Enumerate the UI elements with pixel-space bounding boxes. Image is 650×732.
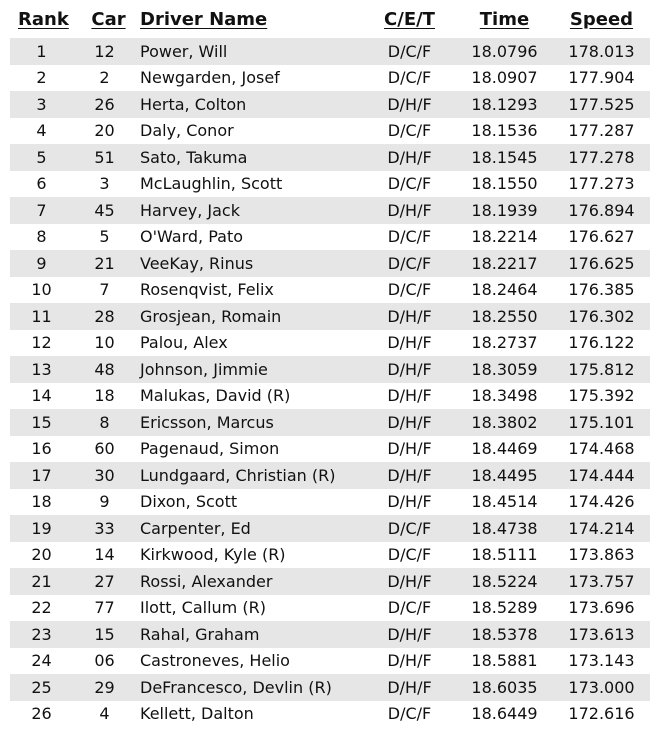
speed-cell: 177.525	[553, 91, 650, 118]
table-body	[10, 38, 650, 727]
speed-cell: 173.613	[553, 621, 650, 648]
car-number-cell: 51	[73, 144, 136, 171]
car-number-cell: 33	[73, 515, 136, 542]
time-cell: 18.1293	[456, 91, 553, 118]
cet-cell: D/H/F	[363, 330, 456, 357]
speed-cell: 176.627	[553, 224, 650, 251]
time-cell: 18.3059	[456, 356, 553, 383]
speed-cell: 177.287	[553, 118, 650, 145]
car-number-cell: 14	[73, 542, 136, 569]
cet-cell: D/C/F	[363, 38, 456, 65]
table-row	[10, 277, 650, 304]
header-row	[10, 0, 650, 38]
speed-cell: 176.625	[553, 250, 650, 277]
cet-cell: D/C/F	[363, 224, 456, 251]
driver-name-cell: VeeKay, Rinus	[136, 250, 363, 277]
driver-name-cell: Grosjean, Romain	[136, 303, 363, 330]
driver-name-cell: O'Ward, Pato	[136, 224, 363, 251]
driver-name-cell: Kellett, Dalton	[136, 701, 363, 728]
rank-cell: 9	[10, 250, 73, 277]
table-row	[10, 515, 650, 542]
table-row	[10, 409, 650, 436]
speed-cell: 175.812	[553, 356, 650, 383]
rank-cell: 8	[10, 224, 73, 251]
car-number-cell: 45	[73, 197, 136, 224]
header-car: Car	[91, 8, 126, 30]
speed-cell: 174.214	[553, 515, 650, 542]
car-number-cell: 2	[73, 65, 136, 92]
speed-cell: 176.122	[553, 330, 650, 357]
rank-cell: 6	[10, 171, 73, 198]
rank-cell: 1	[10, 38, 73, 65]
table-row	[10, 224, 650, 251]
speed-cell: 175.392	[553, 383, 650, 410]
rank-cell: 2	[10, 65, 73, 92]
rank-cell: 13	[10, 356, 73, 383]
speed-cell: 172.616	[553, 701, 650, 728]
cet-cell: D/H/F	[363, 462, 456, 489]
rank-cell: 22	[10, 595, 73, 622]
car-number-cell: 8	[73, 409, 136, 436]
time-cell: 18.1939	[456, 197, 553, 224]
rank-cell: 7	[10, 197, 73, 224]
car-number-cell: 60	[73, 436, 136, 463]
driver-name-cell: Lundgaard, Christian (R)	[136, 462, 363, 489]
table-row	[10, 542, 650, 569]
driver-name-cell: Rossi, Alexander	[136, 568, 363, 595]
time-cell: 18.3802	[456, 409, 553, 436]
driver-name-cell: McLaughlin, Scott	[136, 171, 363, 198]
rank-cell: 19	[10, 515, 73, 542]
time-cell: 18.2550	[456, 303, 553, 330]
speed-cell: 176.302	[553, 303, 650, 330]
header-cet: C/E/T	[384, 8, 435, 30]
rank-cell: 15	[10, 409, 73, 436]
speed-cell: 177.278	[553, 144, 650, 171]
driver-name-cell: Carpenter, Ed	[136, 515, 363, 542]
driver-name-cell: Palou, Alex	[136, 330, 363, 357]
table-row	[10, 38, 650, 65]
car-number-cell: 27	[73, 568, 136, 595]
driver-name-cell: Harvey, Jack	[136, 197, 363, 224]
time-cell: 18.4495	[456, 462, 553, 489]
table-header	[10, 0, 650, 38]
driver-name-cell: Pagenaud, Simon	[136, 436, 363, 463]
speed-cell: 177.904	[553, 65, 650, 92]
speed-cell: 176.894	[553, 197, 650, 224]
cet-cell: D/H/F	[363, 91, 456, 118]
driver-name-cell: Dixon, Scott	[136, 489, 363, 516]
table-row	[10, 568, 650, 595]
car-number-cell: 12	[73, 38, 136, 65]
cet-cell: D/H/F	[363, 303, 456, 330]
time-cell: 18.0907	[456, 65, 553, 92]
car-number-cell: 21	[73, 250, 136, 277]
driver-name-cell: Ericsson, Marcus	[136, 409, 363, 436]
speed-cell: 173.696	[553, 595, 650, 622]
time-cell: 18.2214	[456, 224, 553, 251]
table-row	[10, 65, 650, 92]
car-number-cell: 28	[73, 303, 136, 330]
cet-cell: D/H/F	[363, 356, 456, 383]
speed-cell: 174.426	[553, 489, 650, 516]
table-row	[10, 356, 650, 383]
time-cell: 18.5289	[456, 595, 553, 622]
time-cell: 18.1550	[456, 171, 553, 198]
car-number-cell: 77	[73, 595, 136, 622]
car-number-cell: 15	[73, 621, 136, 648]
rank-cell: 5	[10, 144, 73, 171]
rank-cell: 23	[10, 621, 73, 648]
table-row	[10, 489, 650, 516]
driver-name-cell: Kirkwood, Kyle (R)	[136, 542, 363, 569]
time-cell: 18.5378	[456, 621, 553, 648]
speed-cell: 173.757	[553, 568, 650, 595]
driver-name-cell: Newgarden, Josef	[136, 65, 363, 92]
driver-name-cell: Herta, Colton	[136, 91, 363, 118]
time-cell: 18.5111	[456, 542, 553, 569]
table-row	[10, 436, 650, 463]
results-table	[10, 0, 650, 727]
car-number-cell: 3	[73, 171, 136, 198]
car-number-cell: 29	[73, 674, 136, 701]
table-row	[10, 330, 650, 357]
driver-name-cell: Daly, Conor	[136, 118, 363, 145]
time-cell: 18.4469	[456, 436, 553, 463]
cet-cell: D/H/F	[363, 648, 456, 675]
cet-cell: D/H/F	[363, 144, 456, 171]
time-cell: 18.3498	[456, 383, 553, 410]
driver-name-cell: Rosenqvist, Felix	[136, 277, 363, 304]
time-cell: 18.2464	[456, 277, 553, 304]
table-row	[10, 144, 650, 171]
car-number-cell: 4	[73, 701, 136, 728]
time-cell: 18.2217	[456, 250, 553, 277]
speed-cell: 173.863	[553, 542, 650, 569]
table-row	[10, 621, 650, 648]
time-cell: 18.6035	[456, 674, 553, 701]
rank-cell: 26	[10, 701, 73, 728]
time-cell: 18.4514	[456, 489, 553, 516]
header-speed: Speed	[569, 8, 634, 30]
speed-cell: 173.000	[553, 674, 650, 701]
driver-name-cell: Rahal, Graham	[136, 621, 363, 648]
car-number-cell: 10	[73, 330, 136, 357]
driver-name-cell: Sato, Takuma	[136, 144, 363, 171]
rank-cell: 11	[10, 303, 73, 330]
cet-cell: D/C/F	[363, 277, 456, 304]
header-time: Time	[479, 8, 530, 30]
time-cell: 18.2737	[456, 330, 553, 357]
time-cell: 18.5224	[456, 568, 553, 595]
rank-cell: 24	[10, 648, 73, 675]
time-cell: 18.0796	[456, 38, 553, 65]
car-number-cell: 48	[73, 356, 136, 383]
rank-cell: 16	[10, 436, 73, 463]
speed-cell: 176.385	[553, 277, 650, 304]
table-row	[10, 701, 650, 728]
cet-cell: D/H/F	[363, 568, 456, 595]
car-number-cell: 06	[73, 648, 136, 675]
cet-cell: D/C/F	[363, 515, 456, 542]
rank-cell: 12	[10, 330, 73, 357]
driver-name-cell: Ilott, Callum (R)	[136, 595, 363, 622]
cet-cell: D/C/F	[363, 542, 456, 569]
speed-cell: 178.013	[553, 38, 650, 65]
table-row	[10, 648, 650, 675]
cet-cell: D/C/F	[363, 701, 456, 728]
table-row	[10, 462, 650, 489]
speed-cell: 175.101	[553, 409, 650, 436]
time-cell: 18.5881	[456, 648, 553, 675]
rank-cell: 20	[10, 542, 73, 569]
cet-cell: D/C/F	[363, 118, 456, 145]
cet-cell: D/H/F	[363, 621, 456, 648]
header-rank: Rank	[18, 8, 69, 30]
car-number-cell: 9	[73, 489, 136, 516]
time-cell: 18.6449	[456, 701, 553, 728]
cet-cell: D/H/F	[363, 489, 456, 516]
driver-name-cell: Castroneves, Helio	[136, 648, 363, 675]
driver-name-cell: DeFrancesco, Devlin (R)	[136, 674, 363, 701]
car-number-cell: 5	[73, 224, 136, 251]
driver-name-cell: Malukas, David (R)	[136, 383, 363, 410]
rank-cell: 25	[10, 674, 73, 701]
rank-cell: 3	[10, 91, 73, 118]
time-cell: 18.4738	[456, 515, 553, 542]
cet-cell: D/C/F	[363, 171, 456, 198]
car-number-cell: 18	[73, 383, 136, 410]
speed-cell: 174.444	[553, 462, 650, 489]
car-number-cell: 7	[73, 277, 136, 304]
cet-cell: D/C/F	[363, 250, 456, 277]
cet-cell: D/H/F	[363, 383, 456, 410]
rank-cell: 17	[10, 462, 73, 489]
cet-cell: D/C/F	[363, 65, 456, 92]
table-row	[10, 250, 650, 277]
cet-cell: D/H/F	[363, 436, 456, 463]
rank-cell: 18	[10, 489, 73, 516]
car-number-cell: 26	[73, 91, 136, 118]
rank-cell: 10	[10, 277, 73, 304]
speed-cell: 177.273	[553, 171, 650, 198]
speed-cell: 174.468	[553, 436, 650, 463]
car-number-cell: 30	[73, 462, 136, 489]
time-cell: 18.1536	[456, 118, 553, 145]
cet-cell: D/H/F	[363, 674, 456, 701]
table-row	[10, 197, 650, 224]
rank-cell: 21	[10, 568, 73, 595]
table-row	[10, 171, 650, 198]
driver-name-cell: Power, Will	[136, 38, 363, 65]
rank-cell: 14	[10, 383, 73, 410]
table-row	[10, 91, 650, 118]
time-cell: 18.1545	[456, 144, 553, 171]
cet-cell: D/C/F	[363, 595, 456, 622]
table-row	[10, 383, 650, 410]
table-row	[10, 595, 650, 622]
cet-cell: D/H/F	[363, 409, 456, 436]
cet-cell: D/H/F	[363, 197, 456, 224]
table-row	[10, 118, 650, 145]
car-number-cell: 20	[73, 118, 136, 145]
table-row	[10, 674, 650, 701]
driver-name-cell: Johnson, Jimmie	[136, 356, 363, 383]
speed-cell: 173.143	[553, 648, 650, 675]
header-driver-name: Driver Name	[140, 8, 268, 30]
table-row	[10, 303, 650, 330]
rank-cell: 4	[10, 118, 73, 145]
